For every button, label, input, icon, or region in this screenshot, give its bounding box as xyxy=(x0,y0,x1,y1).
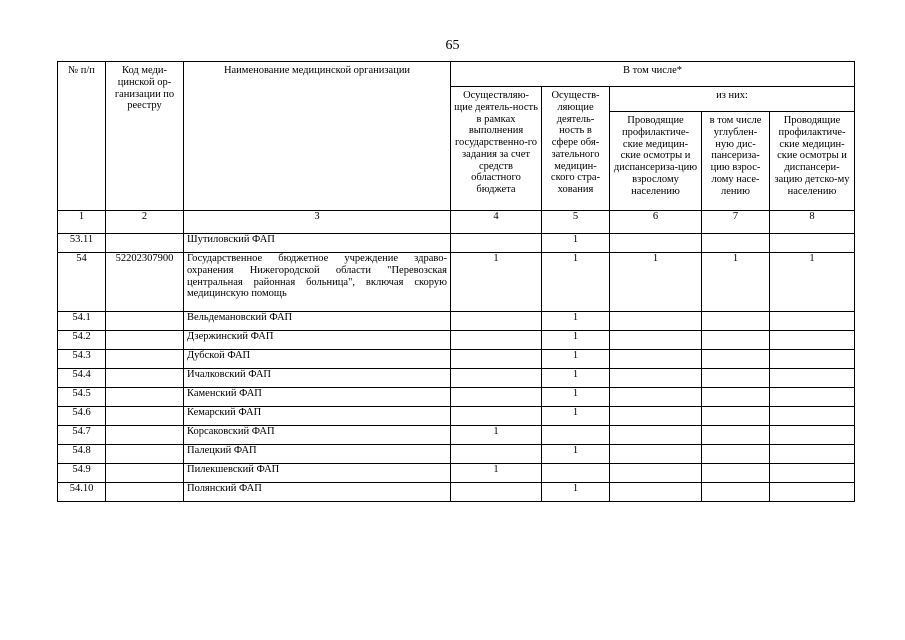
table-row xyxy=(58,407,855,426)
row-col7 xyxy=(702,445,770,464)
row-code: 52202307900 xyxy=(106,253,184,312)
row-name: Вельдемановский ФАП xyxy=(184,312,451,331)
table-row xyxy=(58,331,855,350)
row-col7 xyxy=(702,350,770,369)
row-col6 xyxy=(610,483,702,502)
row-col4 xyxy=(451,483,542,502)
table-row xyxy=(58,483,855,502)
row-col8 xyxy=(770,445,855,464)
row-code xyxy=(106,445,184,464)
column-index: 6 xyxy=(610,211,702,234)
column-index: 8 xyxy=(770,211,855,234)
row-col7 xyxy=(702,369,770,388)
column-index: 2 xyxy=(106,211,184,234)
row-num: 54.2 xyxy=(58,331,106,350)
column-index: 3 xyxy=(184,211,451,234)
header-col4: Осуществляю-щие деятель-ность в рамках выполнения государственно-го задания за счет средств областного бюджета xyxy=(451,87,542,211)
row-col6 xyxy=(610,407,702,426)
row-col8 xyxy=(770,426,855,445)
row-col4 xyxy=(451,445,542,464)
header-col6: Проводящие профилактиче-ские медицин-ские осмотры и диспансериза-цию взрослому населению xyxy=(610,112,702,211)
row-col7 xyxy=(702,407,770,426)
header-name: Наименование медицинской организации xyxy=(184,62,451,211)
row-code xyxy=(106,350,184,369)
row-col6 xyxy=(610,445,702,464)
row-col5 xyxy=(542,464,610,483)
row-col5: 1 xyxy=(542,253,610,312)
row-code xyxy=(106,369,184,388)
row-col7 xyxy=(702,331,770,350)
row-col8 xyxy=(770,388,855,407)
column-index: 1 xyxy=(58,211,106,234)
row-num: 54 xyxy=(58,253,106,312)
row-col5: 1 xyxy=(542,369,610,388)
row-col6 xyxy=(610,312,702,331)
row-col8 xyxy=(770,234,855,253)
table-row xyxy=(58,253,855,312)
row-num: 54.7 xyxy=(58,426,106,445)
row-col8: 1 xyxy=(770,253,855,312)
row-num: 54.1 xyxy=(58,312,106,331)
row-num: 54.5 xyxy=(58,388,106,407)
row-name: Дзержинский ФАП xyxy=(184,331,451,350)
medical-organizations-table xyxy=(57,61,855,502)
row-col7 xyxy=(702,483,770,502)
row-name: Государственное бюджетное учреждение здраво-охранения Нижегородской области "Перевозская центральная районная больница", включая скорую медицинскую помощь xyxy=(184,253,451,312)
row-name: Пилекшевский ФАП xyxy=(184,464,451,483)
table-row xyxy=(58,445,855,464)
row-col8 xyxy=(770,350,855,369)
row-col8 xyxy=(770,369,855,388)
row-num: 53.11 xyxy=(58,234,106,253)
row-code xyxy=(106,388,184,407)
header-code: Код меди-цинской ор-ганизации по реестру xyxy=(106,62,184,211)
row-col6 xyxy=(610,388,702,407)
table-row xyxy=(58,369,855,388)
row-col8 xyxy=(770,312,855,331)
table-row xyxy=(58,234,855,253)
row-name: Шутиловский ФАП xyxy=(184,234,451,253)
row-name: Палецкий ФАП xyxy=(184,445,451,464)
row-name: Кемарский ФАП xyxy=(184,407,451,426)
row-num: 54.3 xyxy=(58,350,106,369)
row-col6 xyxy=(610,331,702,350)
column-index: 4 xyxy=(451,211,542,234)
row-col8 xyxy=(770,407,855,426)
row-col5: 1 xyxy=(542,445,610,464)
table-row xyxy=(58,464,855,483)
row-code xyxy=(106,407,184,426)
row-col6 xyxy=(610,350,702,369)
table-row xyxy=(58,388,855,407)
row-col6 xyxy=(610,464,702,483)
page-number: 65 xyxy=(445,38,460,53)
row-col4 xyxy=(451,350,542,369)
row-code xyxy=(106,312,184,331)
row-col7 xyxy=(702,234,770,253)
row-num: 54.10 xyxy=(58,483,106,502)
header-col5: Осуществ-ляющие деятель-ность в сфере обя-зательного медицин-ского стра-хования xyxy=(542,87,610,211)
row-col4: 1 xyxy=(451,253,542,312)
row-col7 xyxy=(702,312,770,331)
row-col6: 1 xyxy=(610,253,702,312)
column-index: 7 xyxy=(702,211,770,234)
header-col7: в том числе углублен-ную дис-пансериза-цию взрос-лому насе-лению xyxy=(702,112,770,211)
row-col7: 1 xyxy=(702,253,770,312)
row-col6 xyxy=(610,426,702,445)
row-name: Полянский ФАП xyxy=(184,483,451,502)
row-col5: 1 xyxy=(542,407,610,426)
row-col5 xyxy=(542,426,610,445)
row-col6 xyxy=(610,234,702,253)
row-num: 54.6 xyxy=(58,407,106,426)
table-row xyxy=(58,426,855,445)
row-col4 xyxy=(451,234,542,253)
row-code xyxy=(106,426,184,445)
row-code xyxy=(106,234,184,253)
row-col4 xyxy=(451,312,542,331)
column-index: 5 xyxy=(542,211,610,234)
row-col5: 1 xyxy=(542,483,610,502)
row-col8 xyxy=(770,483,855,502)
row-code xyxy=(106,331,184,350)
table-row xyxy=(58,350,855,369)
header-col8: Проводящие профилактиче-ские медицин-ские осмотры и диспансери-зацию детско-му населению xyxy=(770,112,855,211)
row-col5: 1 xyxy=(542,234,610,253)
row-col5: 1 xyxy=(542,312,610,331)
row-name: Ичалковский ФАП xyxy=(184,369,451,388)
row-num: 54.9 xyxy=(58,464,106,483)
row-code xyxy=(106,483,184,502)
table-row xyxy=(58,312,855,331)
row-num: 54.4 xyxy=(58,369,106,388)
row-num: 54.8 xyxy=(58,445,106,464)
row-name: Корсаковский ФАП xyxy=(184,426,451,445)
column-index-row xyxy=(58,211,855,234)
row-col8 xyxy=(770,331,855,350)
row-col4: 1 xyxy=(451,426,542,445)
header-including: В том числе* xyxy=(451,62,855,87)
row-col8 xyxy=(770,464,855,483)
row-name: Дубской ФАП xyxy=(184,350,451,369)
row-col6 xyxy=(610,369,702,388)
row-col4 xyxy=(451,369,542,388)
row-code xyxy=(106,464,184,483)
row-col4: 1 xyxy=(451,464,542,483)
header-num: № п/п xyxy=(58,62,106,211)
row-col5: 1 xyxy=(542,350,610,369)
row-col4 xyxy=(451,331,542,350)
row-name: Каменский ФАП xyxy=(184,388,451,407)
row-col4 xyxy=(451,388,542,407)
row-col5: 1 xyxy=(542,331,610,350)
row-col7 xyxy=(702,426,770,445)
row-col4 xyxy=(451,407,542,426)
row-col5: 1 xyxy=(542,388,610,407)
row-col7 xyxy=(702,464,770,483)
row-col7 xyxy=(702,388,770,407)
header-of-them: из них: xyxy=(610,87,855,112)
